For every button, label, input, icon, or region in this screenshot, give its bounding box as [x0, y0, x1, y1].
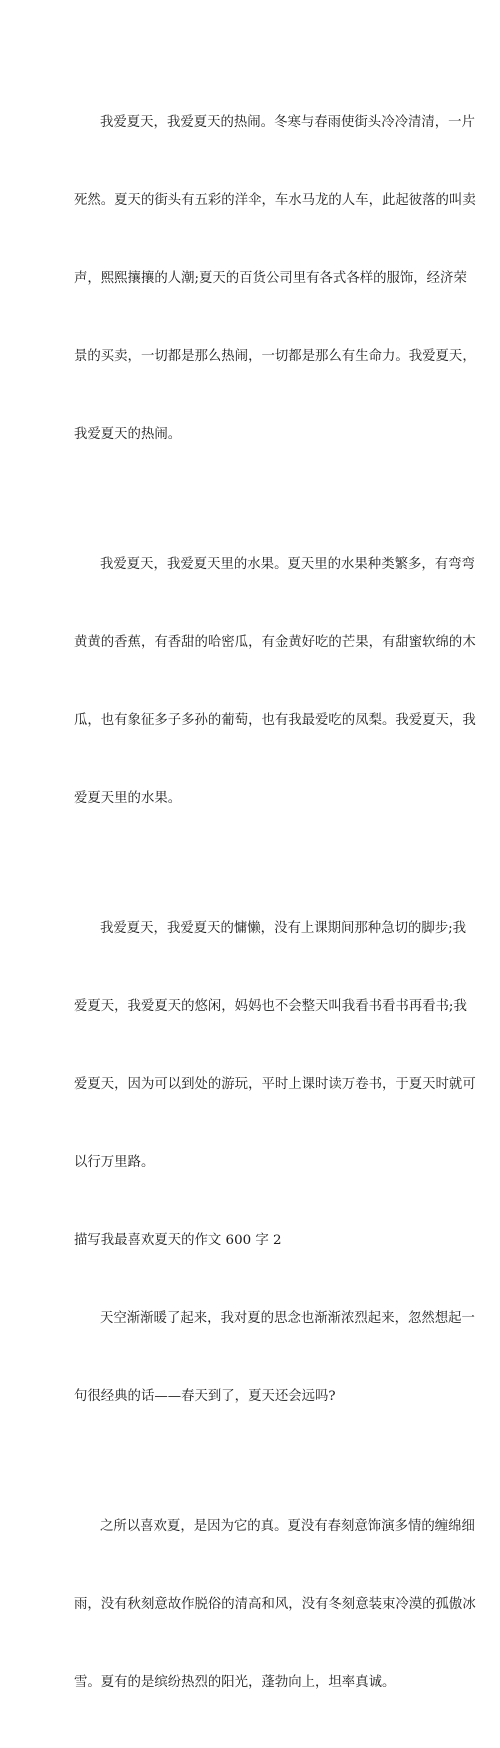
- text-line: 之所以喜欢夏，是因为它的真。夏没有春刻意饰演多情的缠绵细: [100, 1519, 475, 1534]
- text-line: 我爱夏天，我爱夏天的热闹。冬寒与春雨使街头冷冷清清，一片: [100, 115, 475, 130]
- text-line: 声，熙熙攘攘的人潮;夏天的百货公司里有各式各样的服饰，经济荣: [74, 271, 467, 286]
- text-line: 天空渐渐暖了起来，我对夏的思念也渐渐浓烈起来，忽然想起一: [100, 1311, 475, 1326]
- text-line: 雪。夏有的是缤纷热烈的阳光，蓬勃向上，坦率真诚。: [74, 1675, 396, 1690]
- text-line: 句很经典的话——春天到了，夏天还会远吗?: [74, 1389, 336, 1404]
- text-line: 爱夏天里的水果。: [74, 791, 182, 806]
- paragraph: [74, 500, 476, 864]
- document-page: [74, 58, 476, 1748]
- text-line: 以行万里路。: [74, 1155, 155, 1170]
- paragraph: [74, 1254, 475, 1462]
- paragraph: [74, 1462, 476, 1748]
- text-line: 景的买卖，一切都是那么热闹，一切都是那么有生命力。我爱夏天，: [74, 349, 476, 364]
- text-line: 爱夏天，因为可以到处的游玩，平时上课时读万卷书，于夏天时就可: [74, 1077, 476, 1092]
- paragraph: [74, 864, 476, 1228]
- text-line: 雨，没有秋刻意故作脱俗的清高和风，没有冬刻意装束冷漠的孤傲冰: [74, 1597, 476, 1612]
- text-line: 瓜，也有象征多子多孙的葡萄，也有我最爱吃的凤梨。我爱夏天，我: [74, 713, 476, 728]
- text-line: 爱夏天，我爱夏天的悠闲，妈妈也不会整天叫我看书看书再看书;我: [74, 999, 467, 1014]
- text-line: 黄黄的香蕉，有香甜的哈密瓜，有金黄好吃的芒果，有甜蜜软绵的木: [74, 635, 476, 650]
- text-line: 死然。夏天的街头有五彩的洋伞，车水马龙的人车，此起彼落的叫卖: [74, 193, 476, 208]
- section-heading: 描写我最喜欢夏天的作文 600 字 2: [74, 1233, 282, 1248]
- text-line: 我爱夏天，我爱夏天的慵懒，没有上课期间那种急切的脚步;我: [100, 921, 467, 936]
- text-line: 我爱夏天，我爱夏天里的水果。夏天里的水果种类繁多，有弯弯: [100, 557, 475, 572]
- text-line: 我爱夏天的热闹。: [74, 427, 182, 442]
- paragraph: [74, 58, 476, 500]
